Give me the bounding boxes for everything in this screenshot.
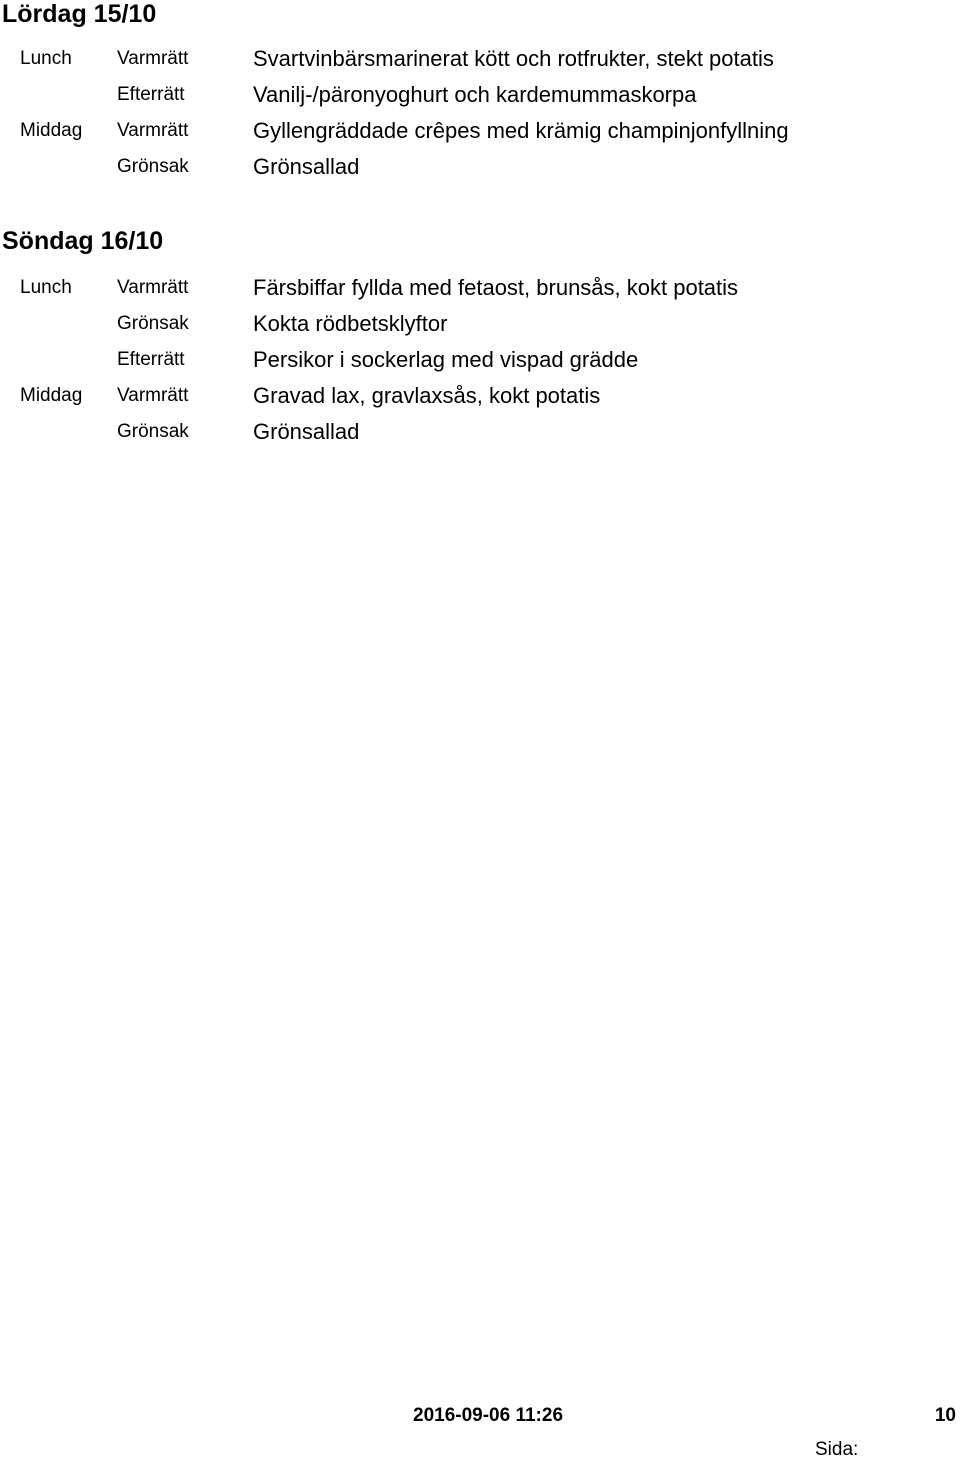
dish-text: Kokta rödbetsklyftor (253, 311, 448, 336)
dish-text: Persikor i sockerlag med vispad grädde (253, 347, 639, 372)
dish-text: Svartvinbärsmarinerat kött och rotfrukter, stekt potatis (253, 46, 774, 71)
menu-row (0, 153, 960, 189)
course-label: Efterrätt (117, 349, 185, 370)
dish-text: Gyllengräddade crêpes med krämig champinjonfyllning (253, 118, 789, 143)
menu-row (0, 310, 960, 346)
day-heading: Söndag 16/10 (2, 227, 164, 255)
print-timestamp: 2016-09-06 11:26 (413, 1405, 564, 1426)
dish-text: Grönsallad (253, 419, 360, 444)
course-label: Grönsak (117, 313, 189, 334)
course-label: Grönsak (117, 421, 189, 442)
course-label: Varmrätt (117, 277, 189, 298)
menu-row (0, 117, 960, 153)
dish-text: Grönsallad (253, 154, 360, 179)
dish-text: Färsbiffar fyllda med fetaost, brunsås, kokt potatis (253, 275, 739, 300)
course-label: Varmrätt (117, 48, 189, 69)
menu-row (0, 382, 960, 418)
menu-row (0, 45, 960, 81)
page-label: Sida: (815, 1439, 859, 1460)
meal-label: Lunch (20, 48, 72, 69)
day-heading: Lördag 15/10 (2, 0, 157, 28)
menu-row (0, 274, 960, 310)
meal-label: Lunch (20, 277, 72, 298)
meal-label: Middag (20, 120, 83, 141)
menu-row (0, 346, 960, 382)
meal-label: Middag (20, 385, 83, 406)
course-label: Varmrätt (117, 385, 189, 406)
dish-text: Vanilj-/päronyoghurt och kardemummaskorpa (253, 82, 697, 107)
course-label: Varmrätt (117, 120, 189, 141)
course-label: Efterrätt (117, 84, 185, 105)
menu-row (0, 418, 960, 454)
course-label: Grönsak (117, 156, 189, 177)
menu-row (0, 81, 960, 117)
page-number: 10 (934, 1405, 956, 1426)
dish-text: Gravad lax, gravlaxsås, kokt potatis (253, 383, 601, 408)
